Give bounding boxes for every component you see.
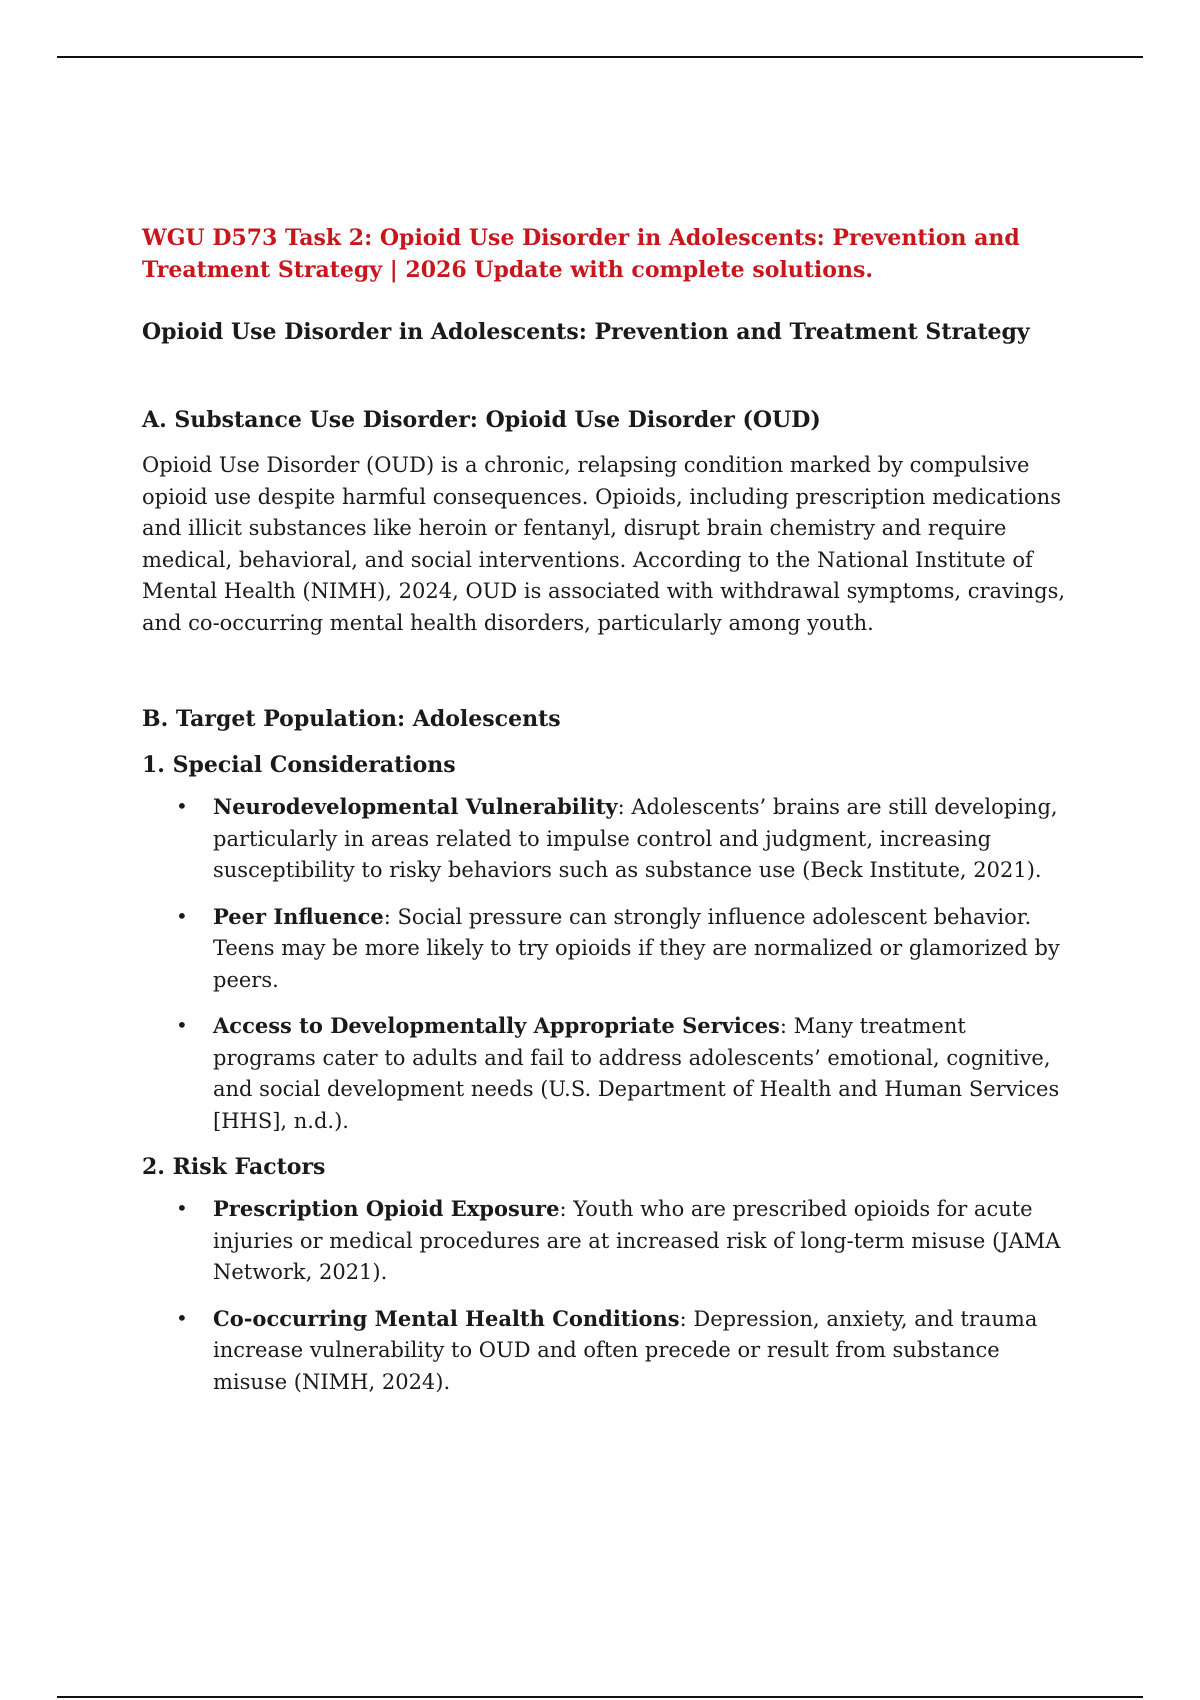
list-item	[142, 901, 1072, 997]
bullet-icon: •	[176, 1013, 188, 1037]
list-item-term: Co-occurring Mental Health Conditions	[213, 1305, 680, 1331]
list-item-term: Neurodevelopmental Vulnerability	[213, 794, 618, 819]
list-item-term: Peer Influence	[213, 903, 384, 929]
list-item-text: : Adolescents’ brains are still developing, particularly in areas related to impulse control and judgment, increasing susceptibility to risky behaviors such as substance use (Beck Institute, 2021).	[213, 795, 1058, 882]
list-item	[142, 1010, 1072, 1137]
document-subtitle: Opioid Use Disorder in Adolescents: Prevention and Treatment Strategy	[142, 319, 1030, 345]
bullet-icon: •	[176, 1196, 188, 1220]
risk-factors-list	[142, 1193, 1072, 1398]
bullet-icon: •	[176, 794, 188, 818]
list-item-text: : Social pressure can strongly influence adolescent behavior. Teens may be more likely to try opioids if they are normalized or glamorized by peers.	[213, 904, 1060, 992]
list-item	[142, 1193, 1072, 1289]
list-item	[142, 791, 1072, 887]
special-considerations-list	[142, 791, 1072, 1137]
list-item-term: Access to Developmentally Appropriate Services	[213, 1013, 780, 1038]
list-item-text: : Youth who are prescribed opioids for acute injuries or medical procedures are at increased risk of long-term misuse (JAMA Network, 2021).	[213, 1197, 1061, 1284]
section-a-heading: A. Substance Use Disorder: Opioid Use Disorder (OUD)	[142, 407, 821, 433]
bottom-rule	[57, 1696, 1143, 1698]
bullet-icon: •	[176, 1305, 188, 1330]
special-considerations-heading: 1. Special Considerations	[142, 752, 456, 778]
section-a-paragraph: Opioid Use Disorder (OUD) is a chronic, relapsing condition marked by compulsive opioid use despite harmful consequences. Opioids, including prescription medications and illicit substances like heroin or fentanyl, disrupt brain chemistry and require medical, behavioral, and social interventions. According to the National Institute of Mental Health (NIMH), 2024, OUD is associated with withdrawal symptoms, cravings, and co-occurring mental health disorders, particularly among youth.	[142, 453, 1066, 635]
section-b-heading: B. Target Population: Adolescents	[142, 706, 561, 732]
list-item-term: Prescription Opioid Exposure	[213, 1196, 560, 1221]
document-body	[142, 222, 1072, 1412]
bullet-icon: •	[176, 903, 188, 928]
document-title: WGU D573 Task 2: Opioid Use Disorder in Adolescents: Prevention and Treatment Strategy | 2026 Update with complete solutions.	[142, 225, 1020, 283]
top-rule	[57, 56, 1143, 58]
list-item	[142, 1303, 1072, 1399]
risk-factors-heading: 2. Risk Factors	[142, 1154, 326, 1180]
list-item-text: : Depression, anxiety, and trauma increase vulnerability to OUD and often precede or result from substance misuse (NIMH, 2024).	[213, 1306, 1038, 1394]
list-item-text: : Many treatment programs cater to adults and fail to address adolescents’ emotional, cognitive, and social development needs (U.S. Department of Health and Human Services [HHS], n.d.).	[213, 1014, 1060, 1133]
